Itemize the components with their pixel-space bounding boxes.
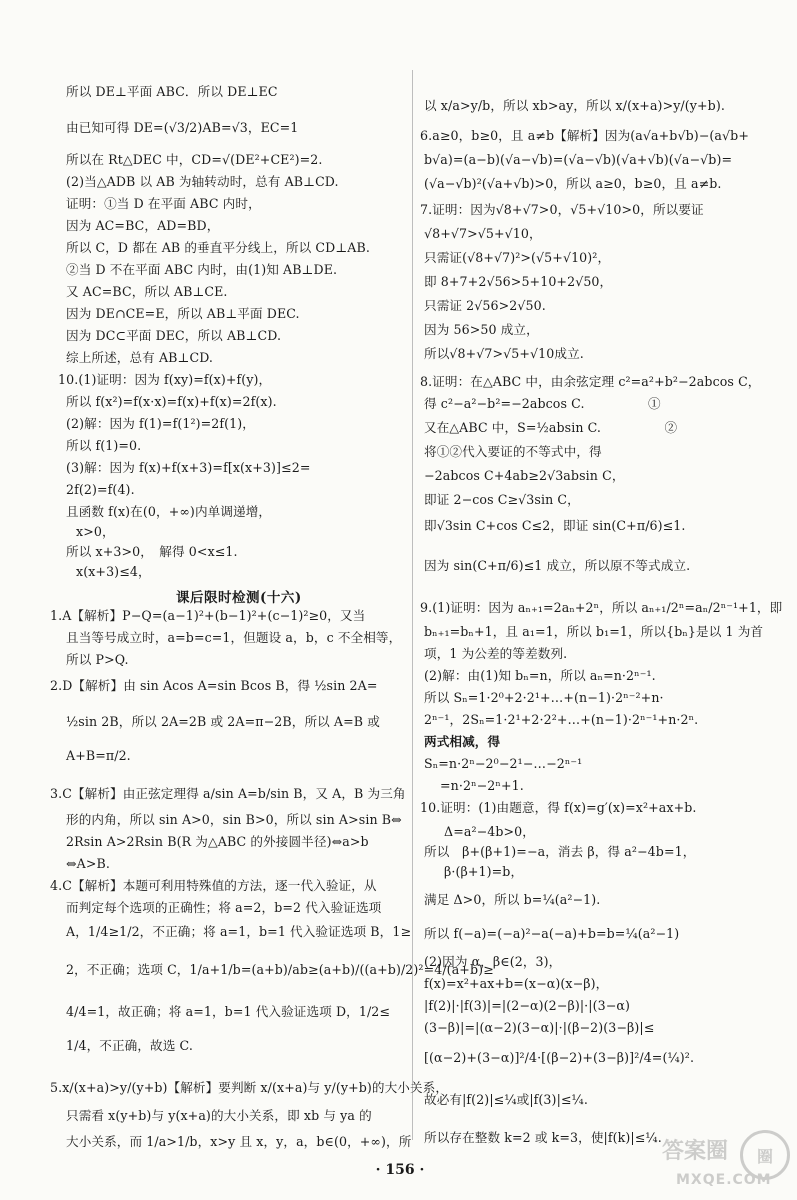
text-line: Δ=a²−4b>0， (444, 824, 535, 839)
text-line: A+B=π/2. (66, 748, 131, 763)
text-line: 所以 P>Q. (66, 652, 129, 667)
text-line: 两式相减，得 (424, 734, 501, 749)
text-line: 即 8+7+2√56>5+10+2√50， (424, 274, 613, 289)
text-line: 而判定每个选项的正确性；将 a=2，b=2 代入验证选项 (66, 900, 382, 915)
text-line: −2abcos C+4ab≥2√3absin C， (424, 468, 625, 483)
text-line: 7.证明：因为√8+√7>0，√5+√10>0，所以要证 (420, 202, 704, 217)
text-line: (√a−√b)²(√a+√b)>0，所以 a≥0，b≥0，且 a≠b. (424, 176, 722, 191)
text-line: 所以 x+3>0， 解得 0<x≤1. (66, 544, 238, 559)
text-line: 4.C【解析】本题可利用特殊值的方法，逐一代入验证，从 (50, 878, 377, 893)
text-line: 8.证明：在△ABC 中，由余弦定理 c²=a²+b²−2abcos C， (420, 374, 761, 389)
text-line: 2f(2)=f(4). (66, 482, 135, 497)
text-line: 1.A【解析】P−Q=(a−1)²+(b−1)²+(c−1)²≥0，又当 (50, 608, 366, 623)
text-line: 10.证明：(1)由题意，得 f(x)=g′(x)=x²+ax+b. (420, 800, 697, 815)
text-line: 项，1 为公差的等差数列. (424, 646, 568, 661)
text-line: 且当等号成立时，a=b=c=1，但题设 a，b，c 不全相等， (66, 630, 402, 645)
text-line: 3.C【解析】由正弦定理得 a/sin A=b/sin B，又 A，B 为三角 (50, 786, 406, 801)
text-line: 2.D【解析】由 sin Acos A=sin Bcos B，得 ½sin 2A= (50, 678, 378, 693)
text-line: 所以 β+(β+1)=−a，消去 β，得 a²−4b=1， (424, 844, 696, 859)
text-line: (2)因为 α，β∈(2，3)， (424, 954, 562, 969)
text-line: 所以 Sₙ=1·2⁰+2·2¹+…+(n−1)·2ⁿ⁻²+n· (424, 690, 664, 705)
text-line: β·(β+1)=b， (444, 864, 524, 879)
text-line: (2)解：因为 f(1)=f(1²)=2f(1)， (66, 416, 255, 431)
watermark-logo (662, 1128, 790, 1194)
text-line: |f(2)|·|f(3)|=|(2−α)(2−β)|·|(3−α) (424, 998, 631, 1013)
text-line: (3−β)|=|(α−2)(3−α)|·|(β−2)(3−β)|≤ (424, 1020, 655, 1035)
text-line: 4/4=1，故正确；将 a=1，b=1 代入验证选项 D，1/2≤ (66, 1004, 391, 1019)
text-line: x(x+3)≤4， (76, 564, 151, 579)
text-line: x>0， (76, 524, 115, 539)
text-line: (2)当△ADB 以 AB 为轴转动时，总有 AB⊥CD. (66, 174, 339, 189)
text-line: ½sin 2B，所以 2A=2B 或 2A=π−2B，所以 A=B 或 (66, 714, 380, 729)
text-line: 2Rsin A>2Rsin B(R 为△ABC 的外接圆半径)⇔a>b (66, 834, 369, 849)
text-line: 所以 f(1)=0. (66, 438, 142, 453)
text-line: 又在△ABC 中，S=½absin C. ② (424, 420, 678, 435)
text-line: 2，不正确；选项 C，1/a+1/b=(a+b)/ab≥(a+b)/((a+b)/2)²=4/(a+b)≥ (66, 962, 494, 977)
text-line: 将①②代入要证的不等式中，得 (424, 444, 602, 459)
text-line: 所以 C，D 都在 AB 的垂直平分线上，所以 CD⊥AB. (66, 240, 370, 255)
text-line: 所以 f(x²)=f(x·x)=f(x)+f(x)=2f(x). (66, 394, 277, 409)
text-line: b√a)=(a−b)(√a−√b)=(√a−√b)(√a+√b)(√a−√b)= (424, 152, 733, 167)
text-line: 综上所述，总有 AB⊥CD. (66, 350, 214, 365)
text-line: 得 c²−a²−b²=−2abcos C. ① (424, 396, 661, 411)
text-line: 满足 Δ>0，所以 b=¼(a²−1). (424, 892, 601, 907)
text-line: 所以在 Rt△DEC 中，CD=√(DE²+CE²)=2. (66, 152, 323, 167)
watermark-url: MXQE.COM (676, 1172, 772, 1188)
text-line: √8+√7>√5+√10， (424, 226, 542, 241)
text-line: (2)解：由(1)知 bₙ=n，所以 aₙ=n·2ⁿ⁻¹. (424, 668, 656, 683)
text-line: ⇔A>B. (66, 856, 110, 871)
text-line: 只需看 x(y+b)与 y(x+a)的大小关系，即 xb 与 ya 的 (66, 1108, 372, 1123)
text-line: 5.x/(x+a)>y/(y+b)【解析】要判断 x/(x+a)与 y/(y+b)的大小关系， (50, 1080, 449, 1095)
text-line: 且函数 f(x)在(0，+∞)内单调递增， (66, 504, 272, 519)
text-line: ②当 D 不在平面 ABC 内时，由(1)知 AB⊥DE. (66, 262, 338, 277)
text-line: 即证 2−cos C≥√3sin C， (424, 492, 580, 507)
page-number: · 156 · (375, 1162, 425, 1178)
text-line: A，1/4≥1/2，不正确；将 a=1，b=1 代入验证选项 B，1≥ (66, 924, 412, 939)
text-line: 由已知可得 DE=(√3/2)AB=√3，EC=1 (66, 120, 299, 135)
text-line: 以 x/a>y/b，所以 xb>ay，所以 x/(x+a)>y/(y+b). (424, 98, 725, 113)
text-line: 因为 56>50 成立， (424, 322, 539, 337)
text-line: 2ⁿ⁻¹，2Sₙ=1·2¹+2·2²+…+(n−1)·2ⁿ⁻¹+n·2ⁿ. (424, 712, 699, 727)
text-line: 因为 DC⊂平面 DEC，所以 AB⊥CD. (66, 328, 282, 343)
section-title: 课后限时检测(十六) (176, 590, 302, 606)
text-line: (3)解：因为 f(x)+f(x+3)=f[x(x+3)]≤2= (66, 460, 311, 475)
text-line: 大小关系，而 1/a>1/b，x>y 且 x，y，a，b∈(0，+∞)，所 (66, 1134, 412, 1149)
text-line: 只需证 2√56>2√50. (424, 298, 546, 313)
text-line: f(x)=x²+ax+b=(x−α)(x−β)， (424, 976, 609, 991)
text-line: 证明：①当 D 在平面 ABC 内时， (66, 196, 261, 211)
text-line: 所以存在整数 k=2 或 k=3，使|f(k)|≤¼. (424, 1130, 662, 1145)
text-line: 所以 DE⊥平面 ABC．所以 DE⊥EC (66, 84, 278, 99)
text-line: 故必有|f(2)|≤¼或|f(3)|≤¼. (424, 1092, 588, 1107)
text-line: 1/4，不正确，故选 C. (66, 1038, 193, 1053)
text-line: 所以√8+√7>√5+√10成立. (424, 346, 584, 361)
text-line: Sₙ=n·2ⁿ−2⁰−2¹−…−2ⁿ⁻¹ (424, 756, 583, 771)
text-line: 只需证(√8+√7)²>(√5+√10)²， (424, 250, 611, 265)
text-line: 又 AC=BC，所以 AB⊥CE. (66, 284, 228, 299)
text-line: 所以 f(−a)=(−a)²−a(−a)+b=b=¼(a²−1) (424, 926, 680, 941)
text-line: [(α−2)+(3−α)]²/4·[(β−2)+(3−β)]²/4=(¼)². (424, 1050, 695, 1065)
column-divider (412, 70, 413, 1140)
watermark-text: 答案圈 (662, 1139, 729, 1164)
text-line: =n·2ⁿ−2ⁿ+1. (440, 778, 524, 793)
text-line: 6.a≥0，b≥0，且 a≠b【解析】因为(a√a+b√b)−(a√b+ (420, 128, 749, 143)
text-line: 10.(1)证明：因为 f(xy)=f(x)+f(y)， (58, 372, 272, 387)
text-line: 形的内角，所以 sin A>0，sin B>0，所以 sin A>sin B⇔ (66, 812, 402, 827)
text-line: bₙ₊₁=bₙ+1，且 a₁=1，所以 b₁=1，所以{bₙ}是以 1 为首 (424, 624, 764, 639)
watermark-badge-icon: 圈 (740, 1130, 790, 1180)
text-line: 因为 AC=BC，AD=BD， (66, 218, 220, 233)
text-line: 即√3sin C+cos C≤2，即证 sin(C+π/6)≤1. (424, 518, 686, 533)
text-line: 因为 sin(C+π/6)≤1 成立，所以原不等式成立. (424, 558, 691, 573)
text-line: 因为 DE∩CE=E，所以 AB⊥平面 DEC. (66, 306, 300, 321)
text-line: 9.(1)证明：因为 aₙ₊₁=2aₙ+2ⁿ，所以 aₙ₊₁/2ⁿ=aₙ/2ⁿ⁻¹+1，即 (420, 600, 783, 615)
